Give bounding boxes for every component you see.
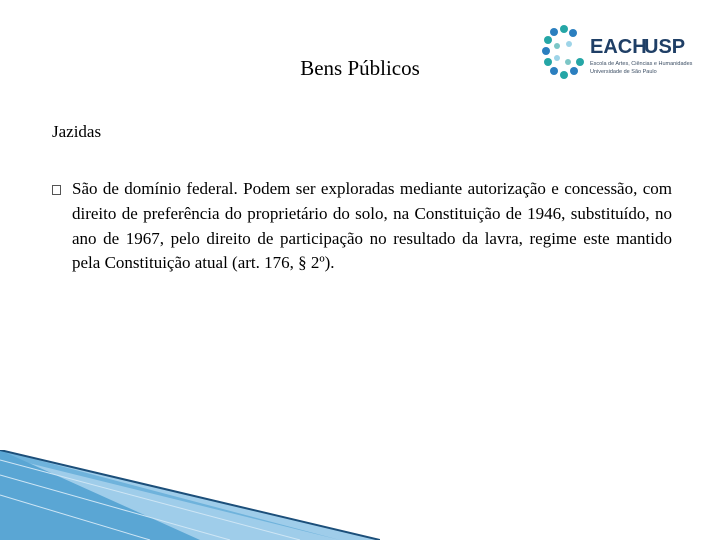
each-usp-logo [540, 24, 710, 94]
logo-emblem-icon [542, 25, 584, 79]
corner-decoration [0, 450, 380, 540]
slide-title: Bens Públicos [300, 56, 420, 80]
svg-text:USP: USP [644, 36, 686, 58]
section-heading: Jazidas [52, 122, 102, 141]
bullet-square-icon [52, 185, 61, 195]
logo-subtitle-line2: Universidade de São Paulo [590, 69, 657, 75]
logo-name: EACH [590, 36, 647, 58]
logo-subtitle-line1: Escola de Artes, Ciências e Humanidades [590, 61, 693, 67]
bullet-text: São de domínio federal. Podem ser exploradas mediante autorização e concessão, com direito de preferência do proprietário do solo, na Constituição de 1946, substituído, no ano de 1967, pelo direito de participação no resultado da lavra, regime este mantido pela Constituição atual (art. 176, § 2º). [72, 179, 672, 273]
